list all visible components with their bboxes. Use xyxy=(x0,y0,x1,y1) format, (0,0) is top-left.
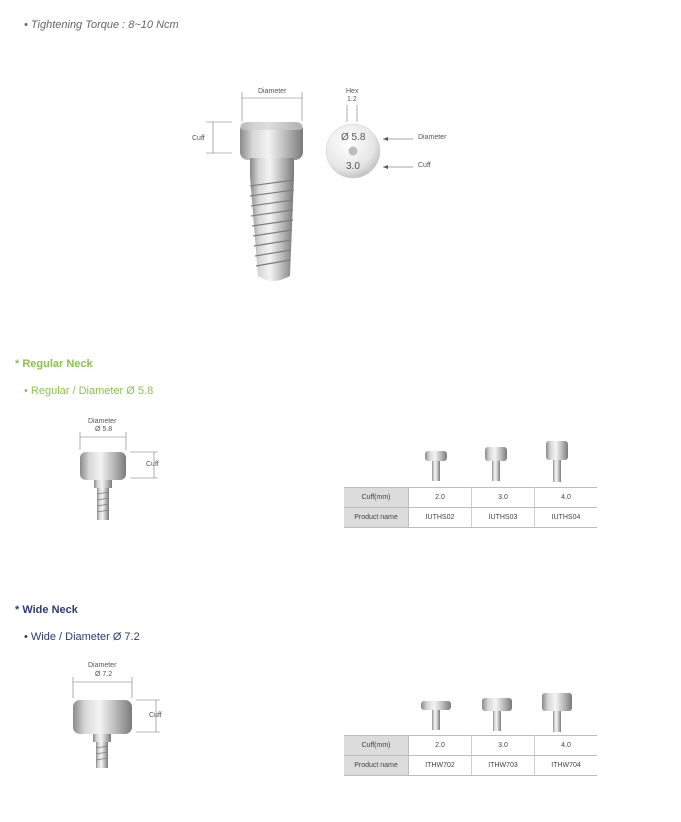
regular-product-image-3 xyxy=(545,440,569,484)
table-row xyxy=(344,508,597,528)
product-cell: IUTHS02 xyxy=(409,508,472,528)
regular-subtitle: • Regular / Diameter Ø 5.8 xyxy=(24,385,154,397)
table-row xyxy=(344,488,597,508)
cuff-cell: 3.0 xyxy=(472,736,535,756)
arrow-diameter-label: Diameter xyxy=(418,134,447,141)
regular-product-image-1 xyxy=(424,450,448,484)
product-cell: ITHW702 xyxy=(409,756,472,776)
product-cell: IUTHS03 xyxy=(472,508,535,528)
wide-dim-value: Ø 7.2 xyxy=(95,671,113,678)
regular-dim-diameter: Diameter xyxy=(88,418,117,425)
row-header: Cuff(mm) xyxy=(344,488,409,508)
wide-dim-diameter: Diameter xyxy=(88,662,117,669)
cuff-cell: 2.0 xyxy=(409,736,472,756)
product-cell: IUTHS04 xyxy=(535,508,598,528)
row-header: Cuff(mm) xyxy=(344,736,409,756)
regular-dim-value: Ø 5.8 xyxy=(95,426,113,433)
regular-dim-cuff: Cuff xyxy=(146,461,159,468)
cuff-cell: 4.0 xyxy=(535,736,598,756)
cuff-cell: 2.0 xyxy=(409,488,472,508)
product-cell: ITHW704 xyxy=(535,756,598,776)
wide-dim-cuff: Cuff xyxy=(149,712,162,719)
disc-diameter: Ø 5.8 xyxy=(341,132,366,143)
wide-product-image-3 xyxy=(541,692,573,734)
product-cell: ITHW703 xyxy=(472,756,535,776)
wide-title: * Wide Neck xyxy=(15,604,78,616)
arrow-cuff-label: Cuff xyxy=(418,162,431,169)
wide-spec-table xyxy=(344,735,597,776)
main-cuff-label: Cuff xyxy=(192,135,205,142)
torque-note: • Tightening Torque : 8~10 Ncm xyxy=(24,19,179,31)
regular-title: * Regular Neck xyxy=(15,358,93,370)
wide-subtitle: • Wide / Diameter Ø 7.2 xyxy=(24,631,140,643)
row-header: Product name xyxy=(344,756,409,776)
hex-value: 1.2 xyxy=(347,96,357,103)
wide-abutment-image xyxy=(70,674,170,774)
table-row xyxy=(344,736,597,756)
wide-product-image-1 xyxy=(420,700,452,732)
regular-product-image-2 xyxy=(484,446,508,484)
regular-spec-table xyxy=(344,487,597,528)
cuff-cell: 4.0 xyxy=(535,488,598,508)
main-diameter-label: Diameter xyxy=(258,88,287,95)
wide-product-image-2 xyxy=(481,697,513,733)
hex-label: Hex xyxy=(346,88,359,95)
table-row xyxy=(344,756,597,776)
disc-cuff: 3.0 xyxy=(346,161,360,172)
main-abutment-image xyxy=(180,86,300,296)
regular-abutment-image xyxy=(70,430,170,525)
row-header: Product name xyxy=(344,508,409,528)
cuff-cell: 3.0 xyxy=(472,488,535,508)
